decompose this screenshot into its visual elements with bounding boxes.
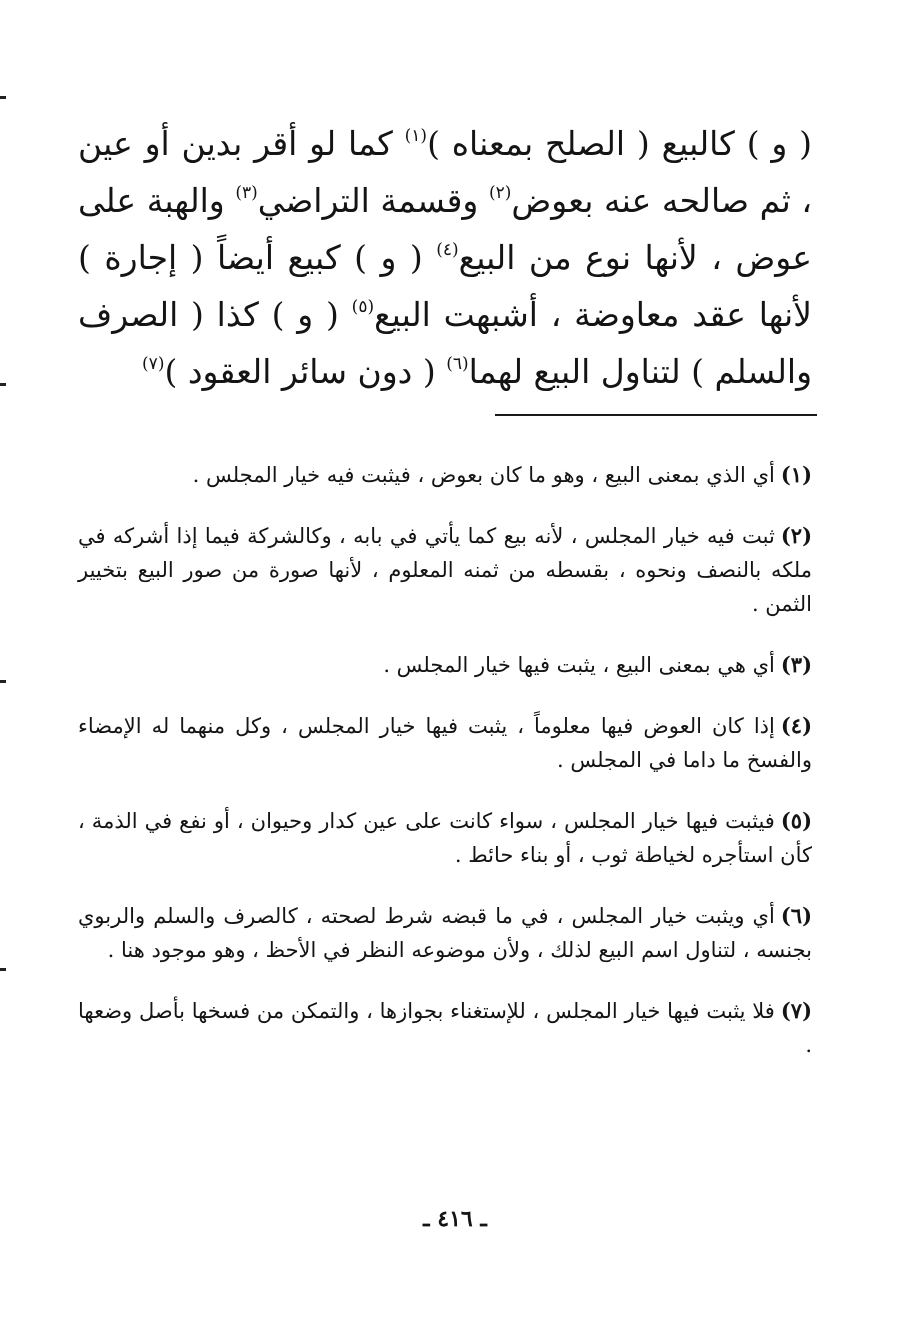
footnote-text: فلا يثبت فيها خيار المجلس ، للإستغناء بجوازها ، والتمكن من فسخها بأصل وضعها .: [78, 999, 812, 1057]
footnote: [78, 519, 812, 621]
main-text-block: [78, 115, 812, 400]
footnote: [78, 804, 812, 872]
page-number: ـ ٤١٦ ـ: [423, 1206, 487, 1232]
footnote-number: (٤): [780, 713, 812, 738]
footnote: [78, 458, 812, 492]
scan-edge-mark: [0, 680, 6, 683]
footnote-text: أي ويثبت خيار المجلس ، في ما قبضه شرط لصحته ، كالصرف والسلم والربوي بجنسه ، لتناول اسم البيع لذلك ، ولأن موضوعه النظر في الأحظ ، وهو موجود هنا .: [78, 904, 812, 962]
main-text-segment: ( و ) كالبيع ( الصلح بمعناه ): [427, 124, 812, 163]
footnote-number: (٧): [780, 998, 812, 1023]
footnote-number: (١): [780, 462, 812, 487]
footnote-ref[interactable]: (٣): [235, 183, 258, 203]
footnote-text: أي الذي بمعنى البيع ، وهو ما كان بعوض ، فيثبت فيه خيار المجلس .: [192, 463, 775, 487]
main-text-segment: وقسمة التراضي: [257, 181, 479, 220]
footnote: [78, 899, 812, 967]
main-text-segment: ( و ) كبيع أيضاً ( إجارة ) لأنها عقد معاوضة ، أشبهت البيع: [78, 238, 812, 334]
main-text-segment: ( و ) كذا ( الصرف والسلم ) لتناول البيع لهما: [78, 295, 812, 391]
scan-edge-mark: [0, 968, 6, 971]
footnote-number: (٦): [780, 903, 812, 928]
footnote-number: (٢): [780, 523, 812, 548]
footnote-number: (٣): [780, 652, 812, 677]
main-text-segment: والهبة على عوض ، لأنها نوع من البيع: [78, 181, 812, 277]
footnote-separator: [495, 414, 817, 416]
footnote: [78, 709, 812, 777]
main-paragraph: [78, 115, 812, 400]
main-text-segment: كما لو أقر بدين أو عين ، ثم صالحه عنه بعوض: [78, 124, 812, 220]
footnote-text: ثبت فيه خيار المجلس ، لأنه بيع كما يأتي في بابه ، وكالشركة فيما إذا أشركه في ملكه بالنصف ونحوه ، بقسطه من ثمنه المعلوم ، لأنها صورة من صور البيع بتخيير الثمن .: [78, 524, 812, 616]
scan-edge-mark: [0, 383, 6, 386]
main-text-segment: ( دون سائر العقود ): [164, 352, 436, 391]
footnote-text: إذا كان العوض فيها معلوماً ، يثبت فيها خيار المجلس ، وكل منهما له الإمضاء والفسخ ما داما في المجلس .: [78, 714, 812, 772]
footnote: [78, 994, 812, 1062]
footnotes-section: [78, 458, 812, 1089]
footnote-text: أي هي بمعنى البيع ، يثبت فيها خيار المجلس .: [383, 653, 775, 677]
footnote-ref[interactable]: (٦): [446, 354, 469, 374]
footnote-ref[interactable]: (٧): [142, 354, 165, 374]
footnote-text: فيثبت فيها خيار المجلس ، سواء كانت على عين كدار وحيوان ، أو نفع في الذمة ، كأن استأجره لخياطة ثوب ، أو بناء حائط .: [78, 809, 812, 867]
footnote-ref[interactable]: (٤): [436, 240, 459, 260]
footnote-ref[interactable]: (١): [404, 126, 428, 146]
footnote: [78, 648, 812, 682]
scan-edge-mark: [0, 96, 6, 99]
footnote-ref[interactable]: (٥): [351, 297, 375, 317]
footnote-ref[interactable]: (٢): [488, 183, 512, 203]
footnote-number: (٥): [780, 808, 812, 833]
